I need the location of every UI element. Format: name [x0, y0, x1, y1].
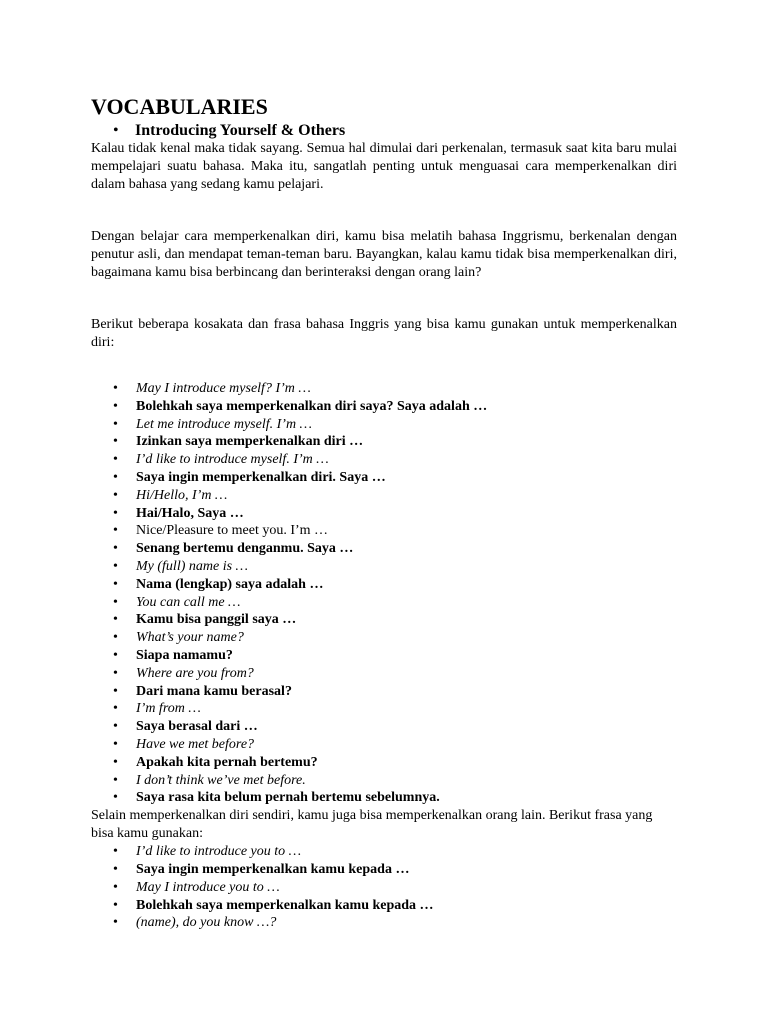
phrase-item: • I’m from … [91, 700, 677, 718]
phrase-item: • Saya ingin memperkenalkan diri. Saya … [91, 469, 677, 487]
phrase-item: • My (full) name is … [91, 558, 677, 576]
phrase-item: • Hi/Hello, I’m … [91, 487, 677, 505]
others-intro-paragraph: Selain memperkenalkan diri sendiri, kamu juga bisa memperkenalkan orang lain. Berikut frasa yang bisa kamu gunakan: [91, 808, 653, 842]
phrase-item: • Have we met before? [91, 736, 677, 754]
phrase-item: • Bolehkah saya memperkenalkan diri saya? Saya adalah … [91, 398, 677, 416]
phrase-item: • Apakah kita pernah bertemu? [91, 754, 677, 772]
phrase-item: • You can call me … [91, 594, 677, 612]
phrase-item: • What’s your name? [91, 629, 677, 647]
phrase-item: • I don’t think we’ve met before. [91, 772, 677, 790]
phrase-item: • Dari mana kamu berasal? [91, 683, 677, 701]
phrase-item: • Hai/Halo, Saya … [91, 505, 677, 523]
section-heading: • Introducing Yourself & Others [91, 121, 677, 140]
others-intro-phrase-list [91, 843, 677, 932]
phrase-item: • Nice/Pleasure to meet you. I’m … [91, 522, 677, 540]
phrase-item: • Kamu bisa panggil saya … [91, 611, 677, 629]
phrase-item: • Let me introduce myself. I’m … [91, 416, 677, 434]
phrase-item: • May I introduce myself? I’m … [91, 380, 677, 398]
phrase-item: • May I introduce you to … [91, 879, 677, 897]
phrase-item: • I’d like to introduce myself. I’m … [91, 451, 677, 469]
phrase-item: • (name), do you know …? [91, 914, 677, 932]
phrase-item: • Where are you from? [91, 665, 677, 683]
phrase-item: • Saya rasa kita belum pernah bertemu sebelumnya. [91, 789, 677, 807]
phrase-item: • Izinkan saya memperkenalkan diri … [91, 433, 677, 451]
phrase-item: • Senang bertemu denganmu. Saya … [91, 540, 677, 558]
document-body [91, 93, 677, 932]
page-title: VOCABULARIES [91, 94, 268, 119]
phrase-item: • Saya ingin memperkenalkan kamu kepada … [91, 861, 677, 879]
phrase-item: • Saya berasal dari … [91, 718, 677, 736]
phrase-item: • Siapa namamu? [91, 647, 677, 665]
phrase-item: • Bolehkah saya memperkenalkan kamu kepada … [91, 897, 677, 915]
intro-paragraph-3: Berikut beberapa kosakata dan frasa bahasa Inggris yang bisa kamu gunakan untuk memperkenalkan diri: [91, 317, 677, 350]
intro-paragraph-2: Dengan belajar cara memperkenalkan diri, kamu bisa melatih bahasa Inggrismu, berkenalan dengan penutur asli, dan mendapat teman-teman baru. Bayangkan, kalau kamu tidak bisa memperkenalkan diri, bagaimana kamu bisa berbincang dan berinteraksi dengan orang lain? [91, 229, 677, 280]
intro-paragraph-1: Kalau tidak kenal maka tidak sayang. Semua hal dimulai dari perkenalan, termasuk saat kita baru mulai mempelajari suatu bahasa. Maka itu, sangatlah penting untuk menguasai cara memperkenalkan diri dalam bahasa yang sedang kamu pelajari. [91, 141, 677, 192]
self-intro-phrase-list [91, 380, 677, 807]
phrase-item: • I’d like to introduce you to … [91, 843, 677, 861]
phrase-item: • Nama (lengkap) saya adalah … [91, 576, 677, 594]
